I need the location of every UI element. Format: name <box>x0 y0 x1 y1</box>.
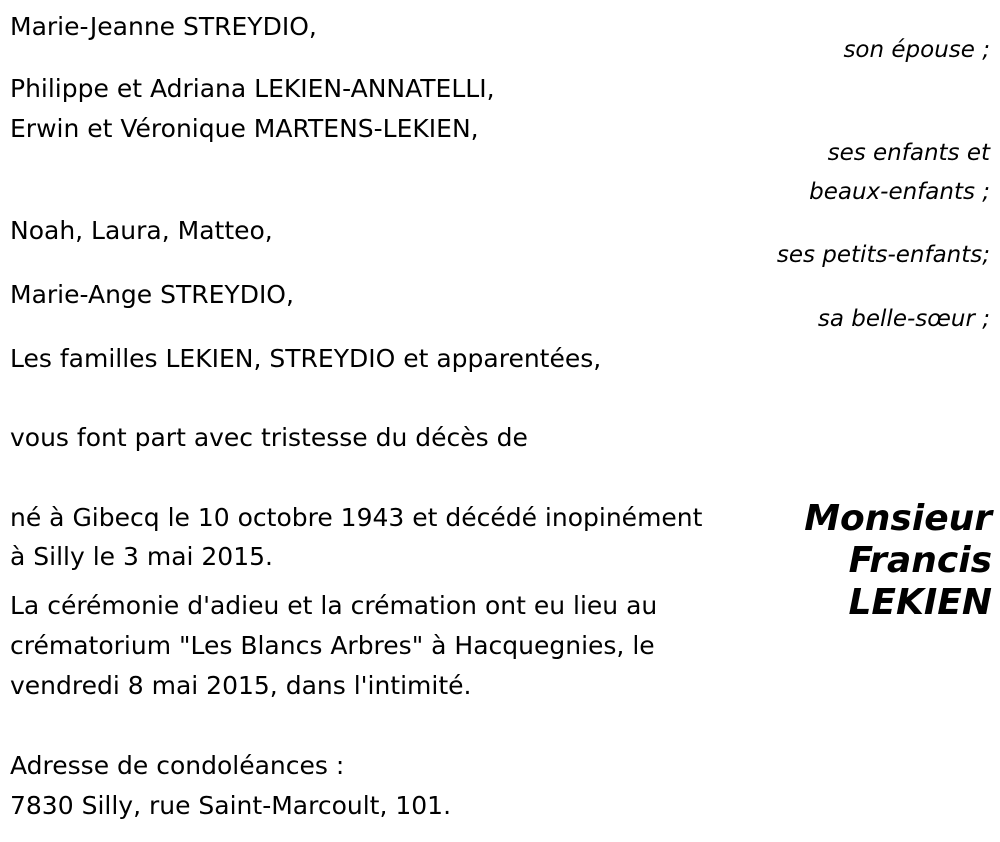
spouse-name: Marie-Jeanne STREYDIO, <box>10 12 317 41</box>
sister-in-law-name: Marie-Ange STREYDIO, <box>10 280 294 309</box>
children-line-2: Erwin et Véronique MARTENS-LEKIEN, <box>10 114 479 143</box>
children-role-line-1: ses enfants et <box>827 140 990 166</box>
ceremony-line-1: La cérémonie d'adieu et la crémation ont eu lieu au <box>10 591 658 620</box>
deceased-first-name: Francis <box>848 540 992 581</box>
sister-in-law-role: sa belle-sœur ; <box>817 306 990 332</box>
birth-death-line-1: né à Gibecq le 10 octobre 1943 et décédé inopinément <box>10 503 703 532</box>
grandchildren-names: Noah, Laura, Matteo, <box>10 216 273 245</box>
intro-line: vous font part avec tristesse du décès de <box>10 423 528 452</box>
ceremony-line-3: vendredi 8 mai 2015, dans l'intimité. <box>10 671 472 700</box>
families-line: Les familles LEKIEN, STREYDIO et apparentées, <box>10 344 602 373</box>
condolences-label: Adresse de condoléances : <box>10 751 345 780</box>
ceremony-line-2: crématorium "Les Blancs Arbres" à Hacquegnies, le <box>10 631 655 660</box>
deceased-title: Monsieur <box>804 498 992 539</box>
deceased-last-name: LEKIEN <box>848 582 992 623</box>
condolences-address: 7830 Silly, rue Saint-Marcoult, 101. <box>10 791 452 820</box>
birth-death-line-2: à Silly le 3 mai 2015. <box>10 542 273 571</box>
children-role-line-2: beaux-enfants ; <box>809 179 990 205</box>
grandchildren-role: ses petits-enfants; <box>776 242 990 268</box>
children-line-1: Philippe et Adriana LEKIEN-ANNATELLI, <box>10 74 495 103</box>
spouse-role: son épouse ; <box>843 37 990 63</box>
deceased-name-block <box>804 498 992 624</box>
